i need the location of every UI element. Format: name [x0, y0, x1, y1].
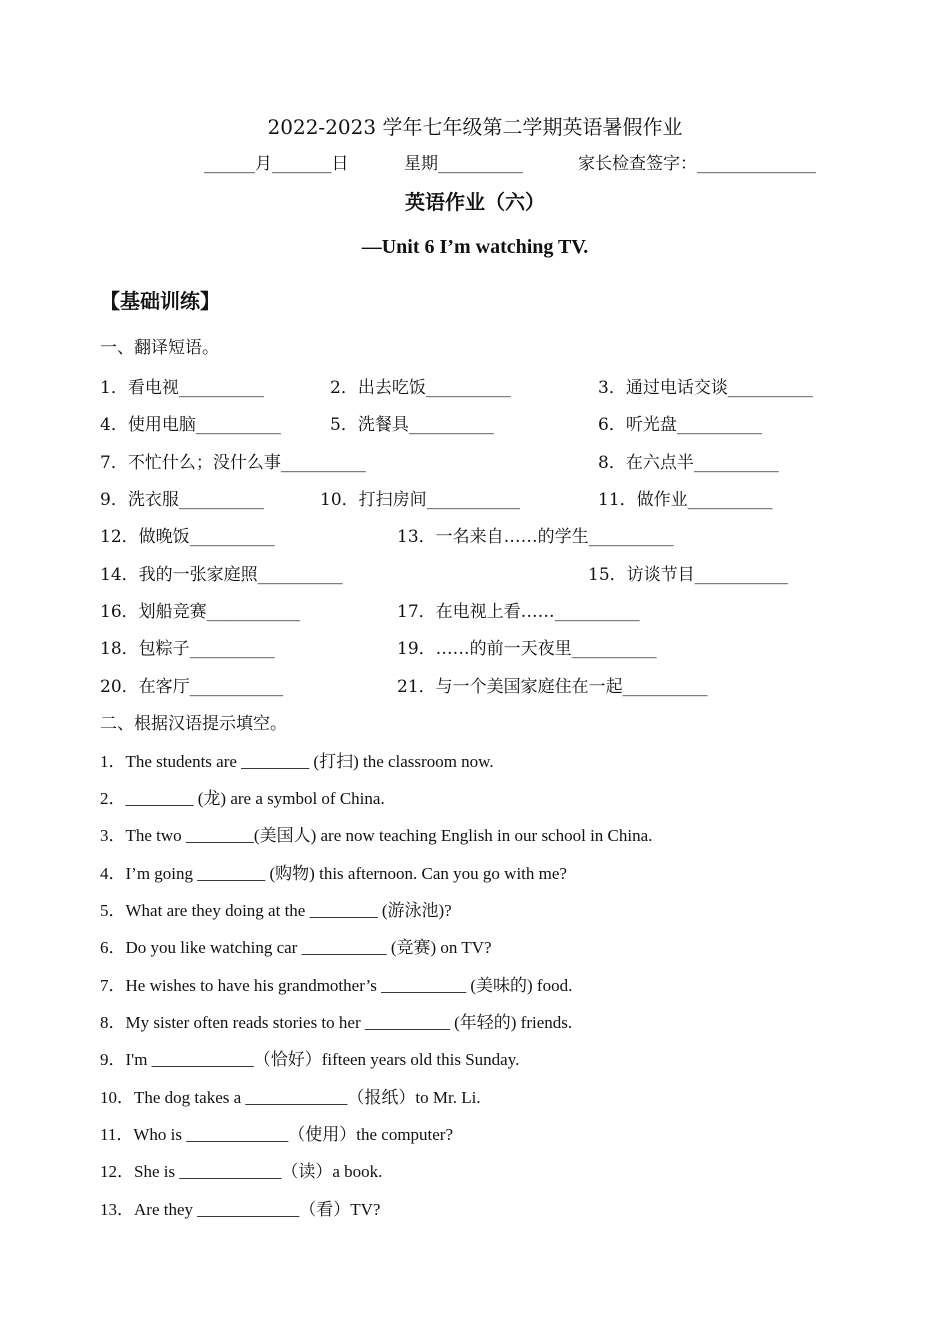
fill-blank-item: 13．Are they ____________（看）TV? — [100, 1200, 381, 1219]
fill-blank-item: 3．The two ________(美国人) are now teaching English in our school in China. — [100, 826, 653, 845]
phrase-item: 16．划船竞赛___________ — [100, 602, 301, 622]
phrase-item: 19．……的前一天夜里__________ — [397, 639, 657, 659]
phrase-item: 15．访谈节目___________ — [588, 565, 789, 585]
month-day-field: ______月_______日 — [204, 154, 349, 174]
fill-blank-item: 4．I’m going ________ (购物) this afternoon. Can you go with me? — [100, 864, 567, 883]
phrase-item: 9．洗衣服__________ — [100, 490, 264, 510]
phrase-item: 1．看电视__________ — [100, 378, 264, 398]
fill-blank-item: 1．The students are ________ (打扫) the classroom now. — [100, 752, 494, 771]
part2-heading: 二、根据汉语提示填空。 — [100, 714, 287, 734]
fill-blank-item: 12．She is ____________（读）a book. — [100, 1162, 383, 1181]
weekday-field: 星期__________ — [404, 154, 523, 174]
phrase-item: 14．我的一张家庭照__________ — [100, 565, 343, 585]
part1-heading: 一、翻译短语。 — [100, 338, 219, 358]
phrase-item: 4．使用电脑__________ — [100, 415, 281, 435]
phrase-item: 17．在电视上看……__________ — [397, 602, 640, 622]
fill-blank-item: 10．The dog takes a ____________（报纸）to Mr. Li. — [100, 1088, 481, 1107]
fill-blank-item: 6．Do you like watching car __________ (竞赛) on TV? — [100, 938, 492, 957]
fill-blank-item: 11．Who is ____________（使用）the computer? — [100, 1125, 454, 1144]
fill-blank-item: 7．He wishes to have his grandmother’s __________ (美味的) food. — [100, 976, 573, 995]
fill-blank-item: 8．My sister often reads stories to her __________ (年轻的) friends. — [100, 1013, 573, 1032]
unit-title: —Unit 6 I’m watching TV. — [361, 236, 589, 258]
phrase-item: 8．在六点半__________ — [598, 453, 779, 473]
phrase-item: 6．听光盘__________ — [598, 415, 762, 435]
fill-blank-item: 5．What are they doing at the ________ (游泳池)? — [100, 901, 452, 920]
fill-blank-item: 9．I'm ____________（恰好）fifteen years old this Sunday. — [100, 1050, 520, 1069]
phrase-item: 11．做作业__________ — [598, 490, 773, 510]
phrase-item: 7．不忙什么；没什么事__________ — [100, 453, 366, 473]
homework-title: 英语作业（六） — [405, 190, 545, 214]
phrase-item: 21．与一个美国家庭住在一起__________ — [397, 677, 708, 697]
parent-signature-field: 家长检查签字：______________ — [578, 154, 816, 174]
phrase-item: 18．包粽子__________ — [100, 639, 275, 659]
phrase-item: 10．打扫房间___________ — [320, 490, 521, 510]
phrase-item: 12．做晚饭__________ — [100, 527, 275, 547]
phrase-item: 5．洗餐具__________ — [330, 415, 494, 435]
phrase-item: 13．一名来自……的学生__________ — [397, 527, 674, 547]
phrase-item: 2．出去吃饭__________ — [330, 378, 511, 398]
phrase-item: 20．在客厅___________ — [100, 677, 284, 697]
worksheet-title: 2022-2023 学年七年级第二学期英语暑假作业 — [267, 115, 683, 139]
phrase-item: 3．通过电话交谈__________ — [598, 378, 813, 398]
fill-blank-item: 2．________ (龙) are a symbol of China. — [100, 789, 385, 808]
section-title: 【基础训练】 — [100, 289, 220, 313]
